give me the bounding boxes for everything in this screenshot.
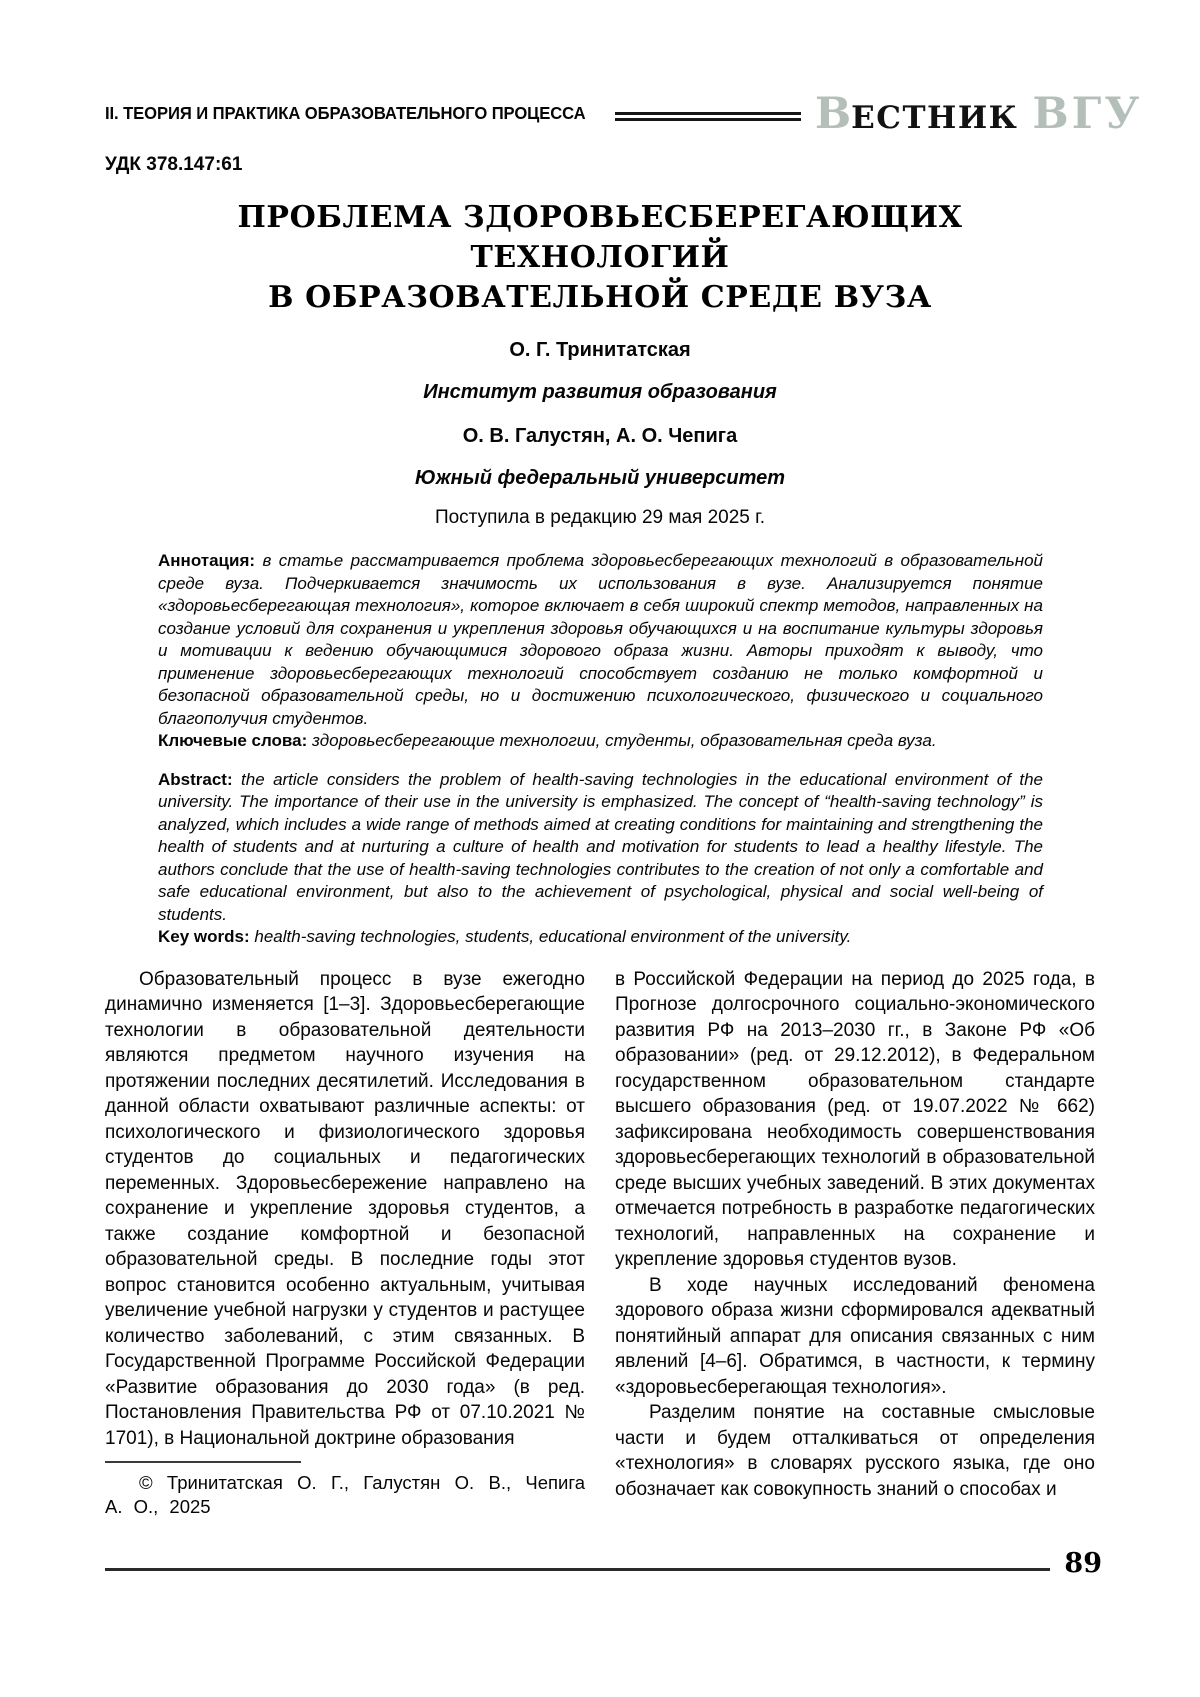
copyright-note: © Тринитатская О. Г., Галустян О. В., Чепига А. О., 2025 bbox=[105, 1472, 585, 1517]
body-columns bbox=[105, 967, 1095, 1527]
left-column bbox=[105, 967, 585, 1527]
author-2-name: О. В. Галустян, А. О. Чепига bbox=[462, 425, 738, 447]
page-number: 89 bbox=[1064, 1548, 1102, 1579]
body-paragraph-left-1: Образовательный процесс в вузе ежегодно динамично изменяется [1–3]. Здоровьесберегающие технологии в образовательной деятельности являются предметом научного изучения на протяжении последних десятилетий. Исследования в данной области охватывают различные аспекты: от психологического и физиологического здоровья студентов до социальных и педагогических переменных. Здоровьесбережение направлено на сохранение и укрепление здоровья студентов, а также создание комфортной и безопасной образовательной среды. В последние годы этот вопрос становится особенно актуальным, учитывая увеличение учебной нагрузки у студентов и растущее количество заболеваний, с этим связанных. В Государственной Программе Российской Федерации «Развитие образования до 2030 года» (в ред. Постановления Правительства РФ от 07.10.2021 № 1701), в Национальной доктрине образования bbox=[105, 968, 585, 1449]
page-header bbox=[105, 88, 1143, 139]
header-double-rule bbox=[615, 112, 801, 121]
footnote-rule bbox=[105, 1461, 301, 1463]
abstract-ru-paragraph bbox=[158, 550, 1043, 730]
keywords-en-label: Key words: bbox=[158, 927, 250, 946]
journal-logo bbox=[814, 88, 1143, 139]
keywords-ru-paragraph bbox=[158, 730, 1043, 753]
body-paragraph-right-1: в Российской Федерации на период до 2025 года, в Прогнозе долгосрочного социально-экономического развития РФ на 2013–2030 гг., в Законе РФ «Об образовании» (ред. от 29.12.2012), в Федеральном государственном образовательном стандарте высшего образования (ред. от 19.07.2022 № 662) зафиксирована необходимость совершенствования здоровьесберегающих технологий в образовательной среде высших учебных заведений. В этих документах отмечается потребность в разработке педагогических технологий, направленных на сохранение и укрепление здоровья студентов вузов. bbox=[615, 968, 1095, 1270]
article-title-line-2: В ОБРАЗОВАТЕЛЬНОЙ СРЕДЕ ВУЗА bbox=[268, 280, 932, 315]
abstract-ru-label: Аннотация: bbox=[158, 551, 256, 570]
keywords-ru-text: здоровьесберегающие технологии, студенты, образовательная среда вуза. bbox=[312, 731, 937, 750]
author-1-name: О. Г. Тринитатская bbox=[509, 339, 691, 361]
abstract-block-ru bbox=[158, 550, 1043, 753]
right-column bbox=[615, 967, 1095, 1527]
footer-rule bbox=[105, 1568, 1050, 1571]
logo-university-abbr: ВГУ bbox=[1032, 88, 1143, 139]
body-paragraph-right-2: В ходе научных исследований феномена здорового образа жизни сформировался адекватный понятийный аппарат для описания связанных с ним явлений [4–6]. Обратимся, в частности, к термину «здоровьесберегающая технология». bbox=[615, 1274, 1095, 1398]
udc-code: УДК 378.147:61 bbox=[105, 154, 243, 175]
logo-word-rest: ЕСТНИК bbox=[851, 99, 1019, 136]
page-footer bbox=[105, 1550, 1102, 1577]
abstract-block-en bbox=[158, 769, 1043, 949]
abstract-ru-text: в статье рассматривается проблема здоровьесберегающих технологий в образовательной среде вуза. Подчеркивается значимость их использования в вузе. Анализируется понятие «здоровьесберегающая технология», которое включает в себя широкий спектр методов, направленных на создание условий для сохранения и укрепления здоровья обучающихся и на воспитание культуры здоровья и мотивации к ведению обучающимися здорового образа жизни. Авторы приходят к выводу, что применение здоровьесберегающих технологий способствует созданию не только комфортной и безопасной образовательной среды, но и достижению психологического, физического и социального благополучия студентов. bbox=[158, 551, 1043, 728]
keywords-ru-label: Ключевые слова: bbox=[158, 731, 308, 750]
article-title bbox=[105, 198, 1095, 318]
received-date: Поступила в редакцию 29 мая 2025 г. bbox=[434, 507, 766, 528]
running-head: II. ТЕОРИЯ И ПРАКТИКА ОБРАЗОВАТЕЛЬНОГО ПРОЦЕССА bbox=[105, 103, 586, 124]
abstract-en-text: the article considers the problem of health-saving technologies in the educational environment of the university. The importance of their use in the university is emphasized. The concept of “health-saving technology” is analyzed, which includes a wide range of methods aimed at creating conditions for maintaining and strengthening the health of students and at nurturing a culture of health and motivation for students to lead a healthy lifestyle. The authors conclude that the use of health-saving technologies contributes to the creation of not only a comfortable and safe educational environment, but also to the achievement of psychological, physical and social well-being of students. bbox=[158, 769, 1043, 924]
keywords-en-paragraph bbox=[158, 926, 1043, 949]
abstract-en-paragraph bbox=[158, 769, 1043, 927]
author-1-affiliation: Институт развития образования bbox=[423, 381, 777, 403]
body-paragraph-right-3: Разделим понятие на составные смысловые части и будем отталкиваться от определения «технология» в словарях русского языка, где оно обозначает как совокупность знаний о способах и bbox=[615, 1402, 1095, 1500]
article-title-line-1: ПРОБЛЕМА ЗДОРОВЬЕСБЕРЕГАЮЩИХ ТЕХНОЛОГИЙ bbox=[237, 200, 963, 275]
author-2-affiliation: Южный федеральный университет bbox=[415, 467, 785, 489]
abstract-en-label: Abstract: bbox=[158, 769, 233, 789]
keywords-en-text: health-saving technologies, students, educational environment of the university. bbox=[254, 927, 852, 946]
logo-initial-letter: В bbox=[814, 88, 852, 139]
footnote bbox=[105, 1461, 585, 1519]
